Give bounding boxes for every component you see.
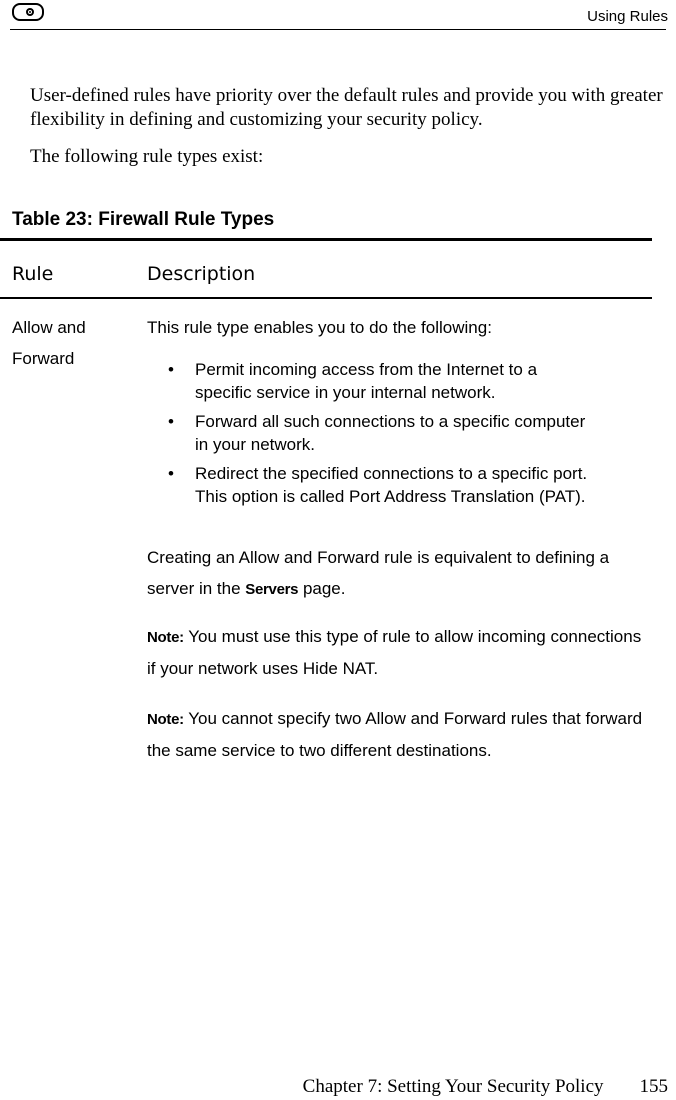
note-destinations bbox=[147, 703, 647, 766]
table-header-rule bbox=[0, 297, 652, 299]
table-top-rule bbox=[0, 238, 652, 241]
column-header-description: Description bbox=[147, 263, 256, 285]
rule-name-cell bbox=[12, 312, 132, 374]
list-item: • Permit incoming access from the Internet to a specific service in your internal network. bbox=[168, 358, 588, 404]
chapter-title: Chapter 7: Setting Your Security Policy bbox=[302, 1076, 604, 1097]
header-divider bbox=[10, 29, 666, 30]
note-label: Note: bbox=[147, 711, 184, 728]
paragraph-text: page. bbox=[298, 579, 346, 598]
servers-paragraph bbox=[147, 542, 647, 605]
note-hide-nat bbox=[147, 621, 647, 684]
intro-paragraph: User-defined rules have priority over the default rules and provide you with greater flexibility in defining and customizing your security policy. bbox=[30, 85, 663, 130]
table-title: Table 23: Firewall Rule Types bbox=[12, 209, 275, 230]
rule-name-line: Allow and bbox=[12, 318, 86, 337]
servers-page-term: Servers bbox=[245, 581, 299, 598]
page-number: 155 bbox=[639, 1076, 668, 1097]
note-text: You must use this type of rule to allow incoming connections if your network uses Hide NAT. bbox=[147, 627, 642, 678]
note-text: You cannot specify two Allow and Forward rules that forward the same service to two different destinations. bbox=[147, 709, 643, 760]
paragraph-text: Creating an Allow and Forward rule is equivalent to defining a server in the bbox=[147, 548, 610, 598]
camera-lens-icon bbox=[12, 3, 44, 21]
page-footer bbox=[303, 1076, 668, 1098]
note-label: Note: bbox=[147, 629, 184, 646]
running-header-title: Using Rules bbox=[587, 8, 668, 25]
list-item: • Forward all such connections to a specific computer in your network. bbox=[168, 410, 588, 456]
list-item: • Redirect the specified connections to a specific port. This option is called Port Address Translation (PAT). bbox=[168, 462, 588, 508]
description-lead: This rule type enables you to do the following: bbox=[147, 318, 492, 337]
rule-name-line: Forward bbox=[12, 349, 75, 368]
column-header-rule: Rule bbox=[12, 263, 54, 285]
description-bullet-list bbox=[168, 358, 588, 514]
intro-lead: The following rule types exist: bbox=[30, 146, 264, 167]
